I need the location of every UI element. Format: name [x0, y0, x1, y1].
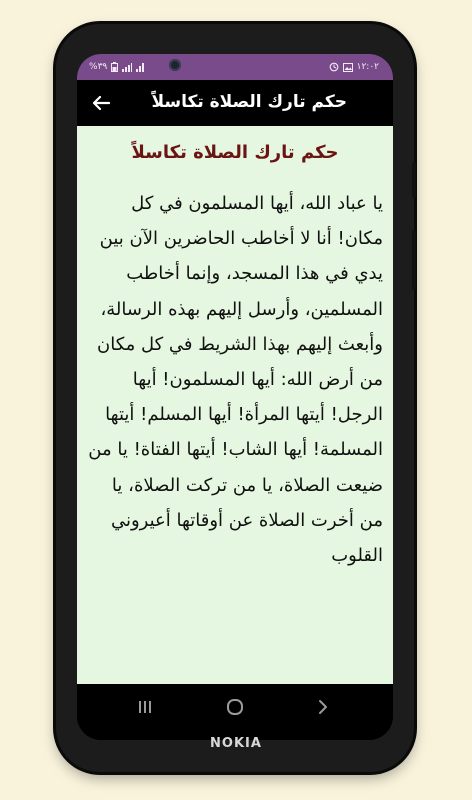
arrow-left-icon: [92, 95, 110, 111]
home-button[interactable]: [217, 694, 253, 720]
device-brand-logo: NOKIA: [210, 736, 262, 751]
article-body: يا عباد الله، أيها المسلمون في كل مكان! أنا لا أخاطب الحاضرين الآن بين يدي في هذا المسجد، وإنما أخاطب المسلمين، وأرسل إليهم بهذه الرسالة، وأبعث إليهم بهذا الشريط في كل مكان من أرض الله: أيها المسلمون! أيها الرجل! أيتها المرأة! أيها المسلم! أيتها المسلمة! أيها الشاب! أيتها الفتاة! يا من ضيعت الصلاة، يا من تركت الصلاة، يا من أخرت الصلاة عن أوقاتها أعيروني القلوب: [88, 193, 383, 567]
status-right: [329, 62, 379, 72]
system-nav-bar: [77, 684, 393, 740]
front-camera: [169, 59, 181, 71]
status-left: [89, 62, 144, 72]
volume-button: [412, 162, 416, 198]
signal-icon-secondary: [136, 63, 144, 72]
battery-percent: %٣٩: [89, 62, 108, 72]
sync-icon: [329, 62, 339, 72]
recents-button[interactable]: [127, 694, 163, 720]
power-button: [412, 230, 416, 290]
article-content[interactable]: [77, 126, 393, 684]
article-title: حكم تارك الصلاة تكاسلاً: [131, 142, 339, 163]
chevron-right-icon: [318, 699, 328, 715]
battery-icon: [111, 62, 118, 72]
signal-icon: [122, 63, 132, 72]
back-button[interactable]: [87, 89, 115, 117]
app-bar: [77, 80, 393, 126]
phone-screen: [77, 54, 393, 740]
nav-back-button[interactable]: [305, 694, 341, 720]
home-circle-icon: [226, 698, 244, 716]
recents-icon: [137, 700, 153, 714]
status-time: ١٢:٠٢: [356, 62, 379, 72]
app-bar-title: حكم تارك الصلاة تكاسلاً: [151, 92, 347, 112]
status-bar: [77, 54, 393, 80]
image-icon: [343, 63, 353, 72]
